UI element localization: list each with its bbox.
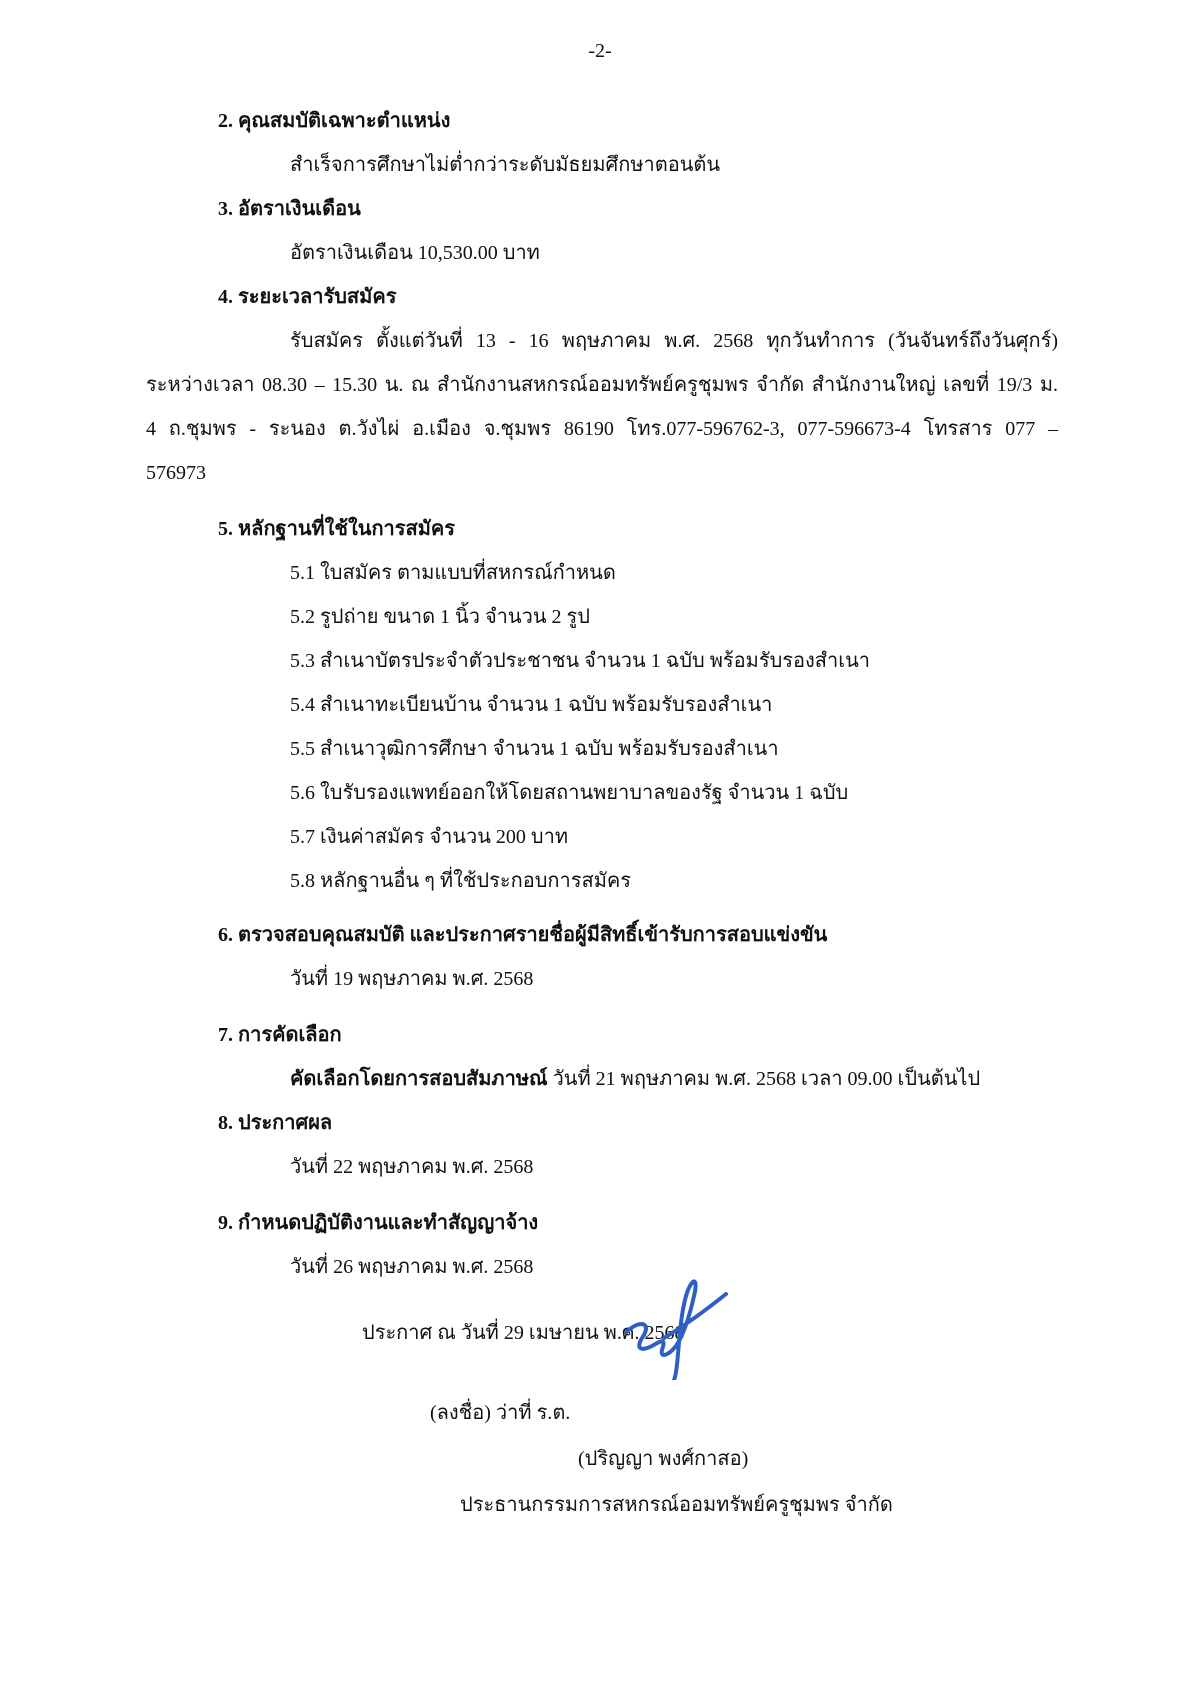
section-4-line-4: 576973	[146, 462, 206, 484]
section-3-body: อัตราเงินเดือน 10,530.00 บาท	[290, 242, 540, 264]
section-5-heading: 5. หลักฐานที่ใช้ในการสมัคร	[218, 518, 456, 540]
section-7-body-rest: วันที่ 21 พฤษภาคม พ.ศ. 2568 เวลา 09.00 เป็นต้นไป	[547, 1068, 981, 1090]
list-item: 5.3 สำเนาบัตรประจำตัวประชาชน จำนวน 1 ฉบับ พร้อมรับรองสำเนา	[290, 650, 870, 672]
section-2-heading: 2. คุณสมบัติเฉพาะตำแหน่ง	[218, 110, 451, 132]
section-4-line-2: ระหว่างเวลา 08.30 – 15.30 น. ณ สำนักงานสหกรณ์ออมทรัพย์ครูชุมพร จำกัด สำนักงานใหญ่ เลขที่ 19/3 ม.	[146, 374, 1058, 396]
list-item: 5.5 สำเนาวุฒิการศึกษา จำนวน 1 ฉบับ พร้อมรับรองสำเนา	[290, 738, 779, 760]
signatory-position: ประธานกรรมการสหกรณ์ออมทรัพย์ครูชุมพร จำกัด	[460, 1494, 893, 1516]
section-4-heading: 4. ระยะเวลารับสมัคร	[218, 286, 397, 308]
section-8-heading: 8. ประกาศผล	[218, 1112, 333, 1134]
section-2-body: สำเร็จการศึกษาไม่ต่ำกว่าระดับมัธยมศึกษาตอนต้น	[290, 154, 721, 176]
section-9-body: วันที่ 26 พฤษภาคม พ.ศ. 2568	[290, 1256, 534, 1278]
signed-label: (ลงชื่อ) ว่าที่ ร.ต.	[430, 1402, 571, 1424]
handwritten-signature	[618, 1268, 728, 1380]
page-number: -2-	[588, 40, 612, 62]
signatory-name: (ปริญญา พงศ์กาสอ)	[578, 1448, 749, 1470]
section-7-heading: 7. การคัดเลือก	[218, 1024, 342, 1046]
list-item: 5.2 รูปถ่าย ขนาด 1 นิ้ว จำนวน 2 รูป	[290, 606, 590, 628]
section-7-body-bold: คัดเลือกโดยการสอบสัมภาษณ์	[290, 1068, 548, 1090]
list-item: 5.7 เงินค่าสมัคร จำนวน 200 บาท	[290, 826, 569, 848]
list-item: 5.4 สำเนาทะเบียนบ้าน จำนวน 1 ฉบับ พร้อมรับรองสำเนา	[290, 694, 773, 716]
section-6-heading: 6. ตรวจสอบคุณสมบัติ และประกาศรายชื่อผู้มีสิทธิ์เข้ารับการสอบแข่งขัน	[218, 924, 828, 946]
section-4-line-3: 4 ถ.ชุมพร - ระนอง ต.วังไผ่ อ.เมือง จ.ชุมพร 86190 โทร.077-596762-3, 077-596673-4 โทรสาร 077 –	[146, 418, 1058, 440]
list-item: 5.1 ใบสมัคร ตามแบบที่สหกรณ์กำหนด	[290, 562, 616, 584]
section-6-body: วันที่ 19 พฤษภาคม พ.ศ. 2568	[290, 968, 534, 990]
list-item: 5.6 ใบรับรองแพทย์ออกให้โดยสถานพยาบาลของรัฐ จำนวน 1 ฉบับ	[290, 782, 849, 804]
section-9-heading: 9. กำหนดปฏิบัติงานและทำสัญญาจ้าง	[218, 1212, 539, 1234]
list-item: 5.8 หลักฐานอื่น ๆ ที่ใช้ประกอบการสมัคร	[290, 870, 632, 892]
announcement-date: ประกาศ ณ วันที่ 29 เมษายน พ.ศ. 2568	[362, 1322, 685, 1344]
section-7-body	[290, 1066, 980, 1092]
section-3-heading: 3. อัตราเงินเดือน	[218, 198, 361, 220]
section-8-body: วันที่ 22 พฤษภาคม พ.ศ. 2568	[290, 1156, 534, 1178]
section-4-line-1: รับสมัคร ตั้งแต่วันที่ 13 - 16 พฤษภาคม พ.ศ. 2568 ทุกวันทำการ (วันจันทร์ถึงวันศุกร์)	[290, 330, 1058, 352]
